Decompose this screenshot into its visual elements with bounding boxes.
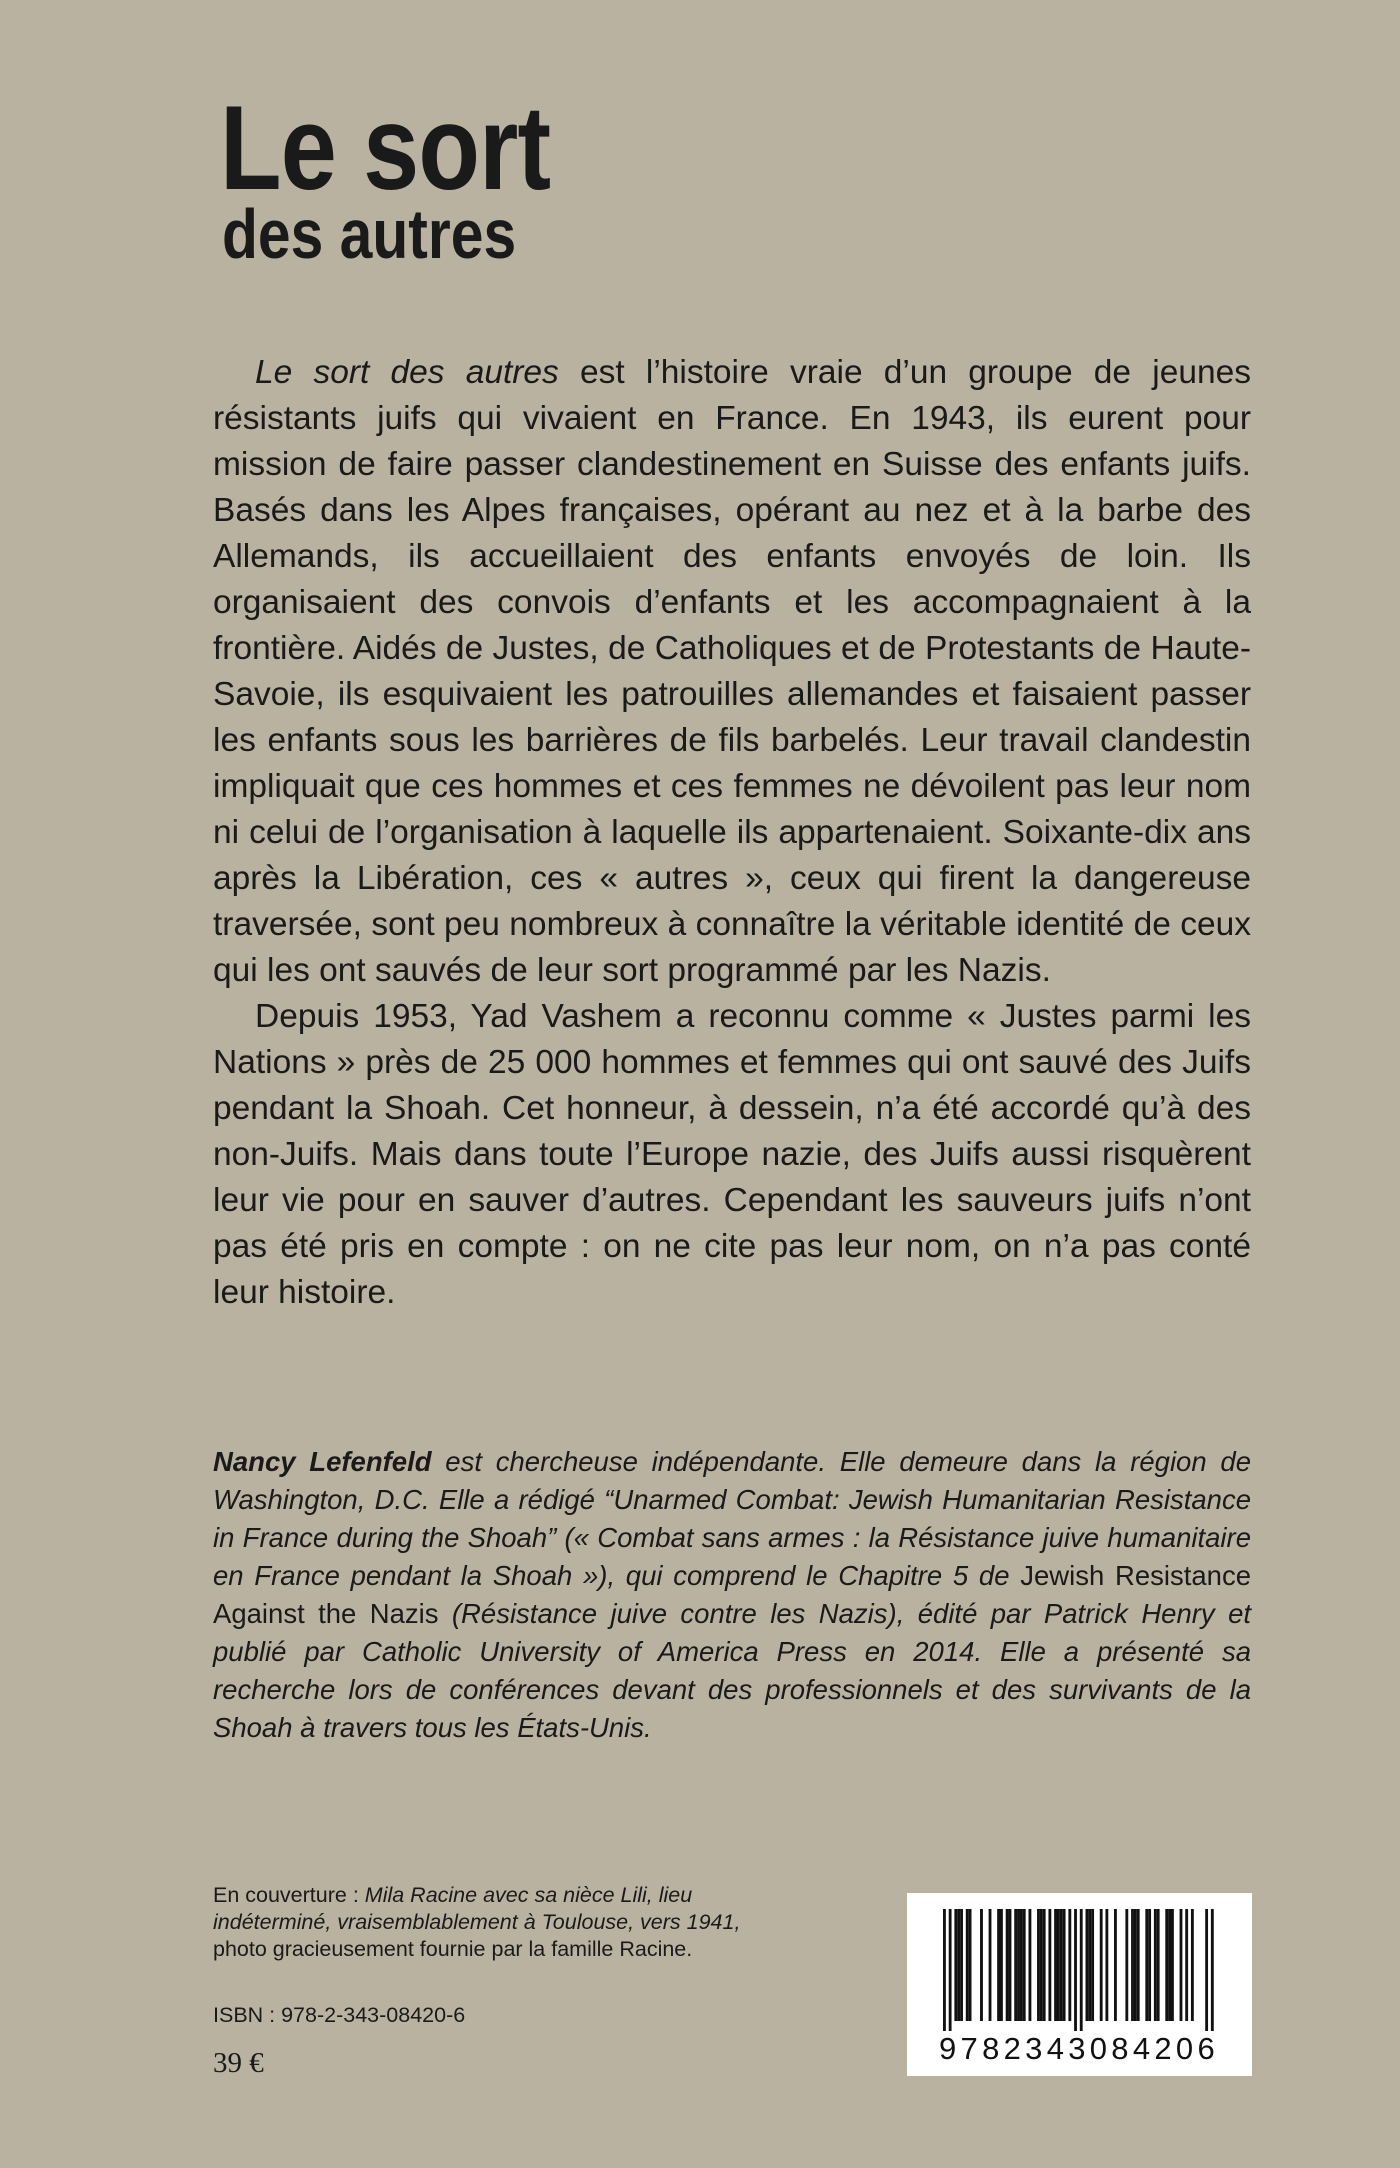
barcode-bar	[1105, 1909, 1108, 2021]
price: 39 €	[213, 2047, 264, 2079]
barcode-bar	[1020, 1909, 1023, 2021]
barcode-bar	[1048, 1909, 1051, 2021]
author-name: Nancy Lefenfeld	[213, 1446, 432, 1477]
barcode-digits: 9782343084206	[938, 2031, 1220, 2066]
credit-source: photo gracieusement fournie par la famille Racine.	[213, 1937, 693, 1961]
barcode-bar	[1114, 1909, 1117, 2021]
barcode-bar	[1125, 1909, 1128, 2021]
title-line-sub: des autres	[222, 195, 517, 273]
synopsis-paragraph-2: Depuis 1953, Yad Vashem a reconnu comme « Justes parmi les Nations » près de 25 000 hommes et femmes qui ont sauvé des Juifs pendant la Shoah. Cet honneur, à dessein, n’a été accordé qu’à des non-Juifs. Mais dans toute l’Europe nazie, des Juifs aussi risquèrent leur vie pour en sauver d’autres. Cependant les sauveurs juifs n’ont pas été pris en compte : on ne cite pas leur nom, on n’a pas conté leur histoire.	[213, 998, 1251, 1311]
barcode-bar	[1006, 1909, 1009, 2021]
barcode-bar	[1134, 1909, 1137, 2021]
barcode-bar	[1029, 1909, 1032, 2021]
barcode-bar	[1191, 1909, 1194, 2021]
barcode-bar	[1171, 1909, 1174, 2021]
barcode-bar	[1148, 1909, 1151, 2021]
barcode-bar	[1168, 1909, 1171, 2021]
barcode-bar	[1100, 1909, 1103, 2021]
barcode-bar	[1157, 1909, 1160, 2021]
barcode-bar	[1205, 1909, 1208, 2031]
barcode-bar	[1043, 1909, 1046, 2021]
barcode-bar	[1063, 1909, 1066, 2021]
barcode-bar	[1023, 1909, 1026, 2021]
barcode-bar	[1211, 1909, 1214, 2031]
barcode-bar	[1137, 1909, 1140, 2021]
barcode-bar	[1037, 1909, 1040, 2021]
barcode-bar	[1086, 1909, 1089, 2021]
barcode-bar	[957, 1909, 960, 2021]
barcode-bar	[1014, 1909, 1017, 2021]
author-bio-text-2: (Résistance juive contre les Nazis), édité par Patrick Henry et publié par Catholic University of America Press en 2014. Elle a présenté sa recherche lors de conférences devant des professionnels et des survivants de la Shoah à travers tous les États-Unis.	[213, 1598, 1252, 1743]
title-line-main: Le sort	[220, 81, 551, 215]
barcode-bar	[1040, 1909, 1043, 2021]
cover-credit	[213, 1882, 803, 1963]
barcode-bar	[1131, 1909, 1134, 2021]
synopsis-paragraph-1	[213, 350, 1251, 994]
barcode-bar	[1145, 1909, 1148, 2021]
barcode-bars	[907, 1893, 1252, 2033]
synopsis	[213, 350, 1251, 1316]
barcode-bar	[969, 1909, 972, 2021]
barcode-bar	[980, 1909, 983, 2021]
barcode-bar	[1080, 1909, 1083, 2031]
author-book-title: Jewish Resistance Against the Nazis	[213, 1560, 1252, 1629]
barcode-bar	[989, 1909, 992, 2021]
barcode-bar	[1017, 1909, 1020, 2021]
barcode-bar	[1074, 1909, 1077, 2031]
barcode-bar	[960, 1909, 963, 2021]
author-bio	[213, 1443, 1251, 1747]
barcode-bar	[949, 1909, 952, 2031]
book-title	[220, 81, 613, 273]
author-bio-text-1: est chercheuse indépendante. Elle demeure dans la région de Washington, D.C. Elle a rédigé “Unarmed Combat: Jewish Humanitarian Resistance in France during the Shoah” (« Combat sans armes : la Résistance juive humanitaire en France pendant la Shoah »), qui comprend le Chapitre 5 de	[213, 1446, 1251, 1591]
synopsis-book-title: Le sort des autres	[255, 354, 559, 391]
credit-label: En couverture :	[213, 1883, 365, 1907]
isbn: ISBN : 978-2-343-08420-6	[213, 2003, 466, 2027]
barcode-bar	[1054, 1909, 1057, 2021]
barcode-bar	[997, 1909, 1000, 2021]
barcode-bar	[1000, 1909, 1003, 2021]
barcode-bar	[1057, 1909, 1060, 2021]
barcode-bar	[1060, 1909, 1063, 2021]
barcode-bar	[1088, 1909, 1091, 2021]
barcode-bar	[1165, 1909, 1168, 2021]
barcode-bar	[943, 1909, 946, 2031]
credit-caption: Mila Racine avec sa nièce Lili, lieu indéterminé, vraisemblablement à Toulouse, vers 1941,	[213, 1883, 741, 1934]
barcode-bar	[1091, 1909, 1094, 2021]
barcode	[907, 1893, 1252, 2076]
synopsis-paragraph-1-text: est l’histoire vraie d’un groupe de jeunes résistants juifs qui vivaient en France. En 1943, ils eurent pour mission de faire passer clandestinement en Suisse des enfants juifs. Basés dans les Alpes françaises, opérant au nez et à la barbe des Allemands, ils accueillaient des enfants envoyés de loin. Ils organisaient des convois d’enfants et les accompagnaient à la frontière. Aidés de Justes, de Catholiques et de Protestants de Haute-Savoie, ils esquivaient les patrouilles allemandes et faisaient passer les enfants sous les barrières de fils barbelés. Leur travail clandestin impliquait que ces hommes et ces femmes ne dévoilent pas leur nom ni celui de l’organisation à laquelle ils appartenaient. Soixante-dix ans après la Libération, ces « autres », ceux qui firent la dangereuse traversée, sont peu nombreux à connaître la véritable identité de ceux qui les ont sauvés de leur sort programmé par les Nazis.	[213, 354, 1251, 989]
barcode-bar	[966, 1909, 969, 2021]
barcode-bar	[1180, 1909, 1183, 2021]
barcode-bar	[1009, 1909, 1012, 2021]
barcode-bar	[954, 1909, 957, 2021]
barcode-bar	[1154, 1909, 1157, 2021]
barcode-bar	[1185, 1909, 1188, 2021]
barcode-bar	[1068, 1909, 1071, 2021]
